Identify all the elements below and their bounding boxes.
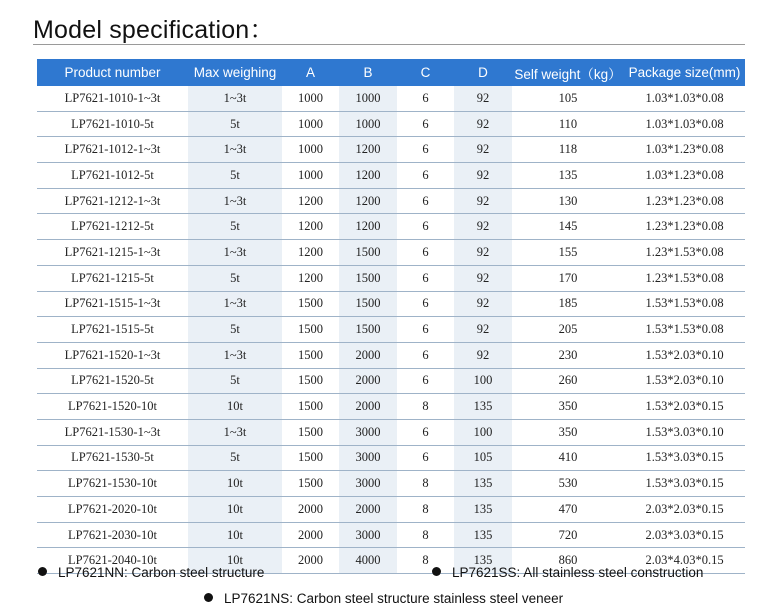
table-row [37, 86, 745, 111]
cell-max-weighing: 5t [188, 163, 282, 189]
cell-a: 1200 [282, 188, 339, 214]
table-row [37, 368, 745, 394]
cell-package-size: 1.03*1.23*0.08 [624, 137, 745, 163]
cell-self-weight: 470 [512, 497, 624, 523]
cell-product-number: LP7621-1212-1~3t [37, 188, 188, 214]
cell-package-size: 1.53*3.03*0.15 [624, 471, 745, 497]
cell-product-number: LP7621-2020-10t [37, 497, 188, 523]
cell-self-weight: 105 [512, 86, 624, 111]
cell-a: 1500 [282, 317, 339, 343]
cell-d: 92 [454, 137, 512, 163]
cell-package-size: 1.03*1.03*0.08 [624, 111, 745, 137]
cell-max-weighing: 10t [188, 548, 282, 574]
cell-max-weighing: 5t [188, 265, 282, 291]
note-text: LP7621SS: All stainless steel construction [452, 565, 704, 580]
cell-b: 2000 [339, 394, 397, 420]
cell-c: 8 [397, 522, 454, 548]
cell-package-size: 1.23*1.23*0.08 [624, 214, 745, 240]
table-row [37, 291, 745, 317]
cell-package-size: 1.23*1.53*0.08 [624, 240, 745, 266]
table-header-row [37, 59, 745, 86]
cell-b: 1500 [339, 317, 397, 343]
title-divider [33, 44, 745, 45]
note-item [204, 591, 563, 606]
cell-d: 100 [454, 368, 512, 394]
cell-self-weight: 110 [512, 111, 624, 137]
cell-d: 92 [454, 86, 512, 111]
cell-package-size: 1.53*2.03*0.15 [624, 394, 745, 420]
cell-d: 92 [454, 342, 512, 368]
cell-c: 6 [397, 265, 454, 291]
cell-max-weighing: 1~3t [188, 419, 282, 445]
cell-c: 6 [397, 111, 454, 137]
cell-c: 8 [397, 497, 454, 523]
cell-self-weight: 860 [512, 548, 624, 574]
cell-b: 1500 [339, 291, 397, 317]
cell-product-number: LP7621-1012-5t [37, 163, 188, 189]
header-self-weight: Self weight（kg） [512, 59, 624, 86]
cell-max-weighing: 5t [188, 445, 282, 471]
cell-package-size: 1.53*3.03*0.10 [624, 419, 745, 445]
cell-a: 1500 [282, 342, 339, 368]
cell-d: 92 [454, 240, 512, 266]
cell-c: 6 [397, 317, 454, 343]
cell-product-number: LP7621-1530-1~3t [37, 419, 188, 445]
table-row [37, 419, 745, 445]
cell-max-weighing: 10t [188, 497, 282, 523]
cell-c: 6 [397, 240, 454, 266]
cell-b: 1000 [339, 111, 397, 137]
table-body [37, 86, 745, 574]
header-package-size: Package size(mm) [624, 59, 745, 86]
header-c: C [397, 59, 454, 86]
cell-product-number: LP7621-1012-1~3t [37, 137, 188, 163]
cell-d: 92 [454, 265, 512, 291]
cell-package-size: 1.53*1.53*0.08 [624, 317, 745, 343]
table-row [37, 471, 745, 497]
cell-a: 1200 [282, 265, 339, 291]
cell-product-number: LP7621-1530-5t [37, 445, 188, 471]
cell-package-size: 2.03*4.03*0.15 [624, 548, 745, 574]
cell-max-weighing: 1~3t [188, 342, 282, 368]
table-row [37, 548, 745, 574]
cell-product-number: LP7621-1515-5t [37, 317, 188, 343]
header-a: A [282, 59, 339, 86]
cell-d: 92 [454, 111, 512, 137]
cell-self-weight: 170 [512, 265, 624, 291]
cell-product-number: LP7621-1212-5t [37, 214, 188, 240]
spec-table [37, 59, 745, 574]
table-row [37, 342, 745, 368]
cell-a: 2000 [282, 522, 339, 548]
cell-b: 4000 [339, 548, 397, 574]
table-row [37, 240, 745, 266]
cell-max-weighing: 10t [188, 522, 282, 548]
cell-package-size: 1.03*1.23*0.08 [624, 163, 745, 189]
cell-max-weighing: 5t [188, 317, 282, 343]
cell-b: 3000 [339, 419, 397, 445]
cell-b: 2000 [339, 497, 397, 523]
cell-d: 92 [454, 291, 512, 317]
cell-c: 6 [397, 291, 454, 317]
cell-a: 1200 [282, 214, 339, 240]
cell-b: 3000 [339, 471, 397, 497]
cell-d: 100 [454, 419, 512, 445]
cell-max-weighing: 10t [188, 471, 282, 497]
cell-self-weight: 350 [512, 419, 624, 445]
table-row [37, 137, 745, 163]
cell-b: 1200 [339, 137, 397, 163]
cell-a: 2000 [282, 548, 339, 574]
cell-d: 135 [454, 548, 512, 574]
table-row [37, 214, 745, 240]
bullet-icon [204, 593, 213, 602]
cell-a: 1200 [282, 240, 339, 266]
cell-c: 6 [397, 86, 454, 111]
table-row [37, 497, 745, 523]
cell-self-weight: 530 [512, 471, 624, 497]
cell-b: 3000 [339, 445, 397, 471]
cell-package-size: 1.53*2.03*0.10 [624, 368, 745, 394]
cell-max-weighing: 5t [188, 368, 282, 394]
table-row [37, 265, 745, 291]
cell-product-number: LP7621-1520-5t [37, 368, 188, 394]
cell-a: 1500 [282, 368, 339, 394]
cell-package-size: 1.23*1.53*0.08 [624, 265, 745, 291]
cell-a: 1500 [282, 291, 339, 317]
header-b: B [339, 59, 397, 86]
cell-a: 2000 [282, 497, 339, 523]
cell-a: 1000 [282, 163, 339, 189]
cell-package-size: 1.23*1.23*0.08 [624, 188, 745, 214]
cell-a: 1500 [282, 471, 339, 497]
note-text: LP7621NN: Carbon steel structure [58, 565, 265, 580]
cell-max-weighing: 1~3t [188, 291, 282, 317]
cell-package-size: 2.03*2.03*0.15 [624, 497, 745, 523]
cell-self-weight: 155 [512, 240, 624, 266]
cell-c: 6 [397, 445, 454, 471]
cell-c: 6 [397, 163, 454, 189]
cell-c: 8 [397, 548, 454, 574]
table-row [37, 445, 745, 471]
table-row [37, 317, 745, 343]
cell-package-size: 1.53*3.03*0.15 [624, 445, 745, 471]
cell-b: 2000 [339, 368, 397, 394]
cell-max-weighing: 1~3t [188, 240, 282, 266]
cell-d: 135 [454, 471, 512, 497]
cell-b: 2000 [339, 342, 397, 368]
cell-product-number: LP7621-1215-1~3t [37, 240, 188, 266]
cell-product-number: LP7621-1215-5t [37, 265, 188, 291]
cell-package-size: 1.53*1.53*0.08 [624, 291, 745, 317]
table-row [37, 188, 745, 214]
cell-b: 1500 [339, 240, 397, 266]
cell-c: 6 [397, 368, 454, 394]
cell-b: 1500 [339, 265, 397, 291]
cell-product-number: LP7621-1530-10t [37, 471, 188, 497]
cell-product-number: LP7621-1520-10t [37, 394, 188, 420]
cell-max-weighing: 1~3t [188, 137, 282, 163]
cell-product-number: LP7621-1010-1~3t [37, 86, 188, 111]
cell-max-weighing: 1~3t [188, 86, 282, 111]
cell-self-weight: 410 [512, 445, 624, 471]
cell-d: 105 [454, 445, 512, 471]
cell-a: 1500 [282, 394, 339, 420]
cell-c: 8 [397, 394, 454, 420]
header-product-number: Product number [37, 59, 188, 86]
table-row [37, 163, 745, 189]
note-text: LP7621NS: Carbon steel structure stainless steel veneer [224, 591, 564, 606]
table-row [37, 111, 745, 137]
cell-d: 92 [454, 163, 512, 189]
cell-a: 1000 [282, 86, 339, 111]
cell-c: 6 [397, 214, 454, 240]
cell-self-weight: 135 [512, 163, 624, 189]
cell-self-weight: 350 [512, 394, 624, 420]
table-row [37, 522, 745, 548]
cell-a: 1500 [282, 419, 339, 445]
cell-self-weight: 260 [512, 368, 624, 394]
cell-c: 6 [397, 137, 454, 163]
cell-package-size: 2.03*3.03*0.15 [624, 522, 745, 548]
cell-package-size: 1.53*2.03*0.10 [624, 342, 745, 368]
cell-a: 1000 [282, 137, 339, 163]
header-d: D [454, 59, 512, 86]
cell-product-number: LP7621-2030-10t [37, 522, 188, 548]
cell-a: 1500 [282, 445, 339, 471]
cell-d: 92 [454, 214, 512, 240]
cell-self-weight: 205 [512, 317, 624, 343]
cell-c: 6 [397, 342, 454, 368]
cell-product-number: LP7621-1515-1~3t [37, 291, 188, 317]
cell-b: 1200 [339, 188, 397, 214]
header-max-weighing: Max weighing [188, 59, 282, 86]
cell-max-weighing: 5t [188, 214, 282, 240]
cell-b: 3000 [339, 522, 397, 548]
cell-c: 6 [397, 419, 454, 445]
cell-product-number: LP7621-2040-10t [37, 548, 188, 574]
cell-product-number: LP7621-1520-1~3t [37, 342, 188, 368]
cell-c: 8 [397, 471, 454, 497]
cell-package-size: 1.03*1.03*0.08 [624, 86, 745, 111]
cell-max-weighing: 5t [188, 111, 282, 137]
cell-max-weighing: 1~3t [188, 188, 282, 214]
table-row [37, 394, 745, 420]
cell-self-weight: 230 [512, 342, 624, 368]
cell-self-weight: 118 [512, 137, 624, 163]
cell-product-number: LP7621-1010-5t [37, 111, 188, 137]
cell-self-weight: 185 [512, 291, 624, 317]
page-title: Model specification： [33, 16, 275, 44]
cell-a: 1000 [282, 111, 339, 137]
cell-d: 92 [454, 188, 512, 214]
cell-self-weight: 145 [512, 214, 624, 240]
cell-d: 135 [454, 522, 512, 548]
cell-b: 1000 [339, 86, 397, 111]
cell-b: 1200 [339, 163, 397, 189]
cell-max-weighing: 10t [188, 394, 282, 420]
cell-d: 135 [454, 497, 512, 523]
cell-b: 1200 [339, 214, 397, 240]
cell-d: 92 [454, 317, 512, 343]
cell-self-weight: 130 [512, 188, 624, 214]
cell-d: 135 [454, 394, 512, 420]
cell-self-weight: 720 [512, 522, 624, 548]
cell-c: 6 [397, 188, 454, 214]
